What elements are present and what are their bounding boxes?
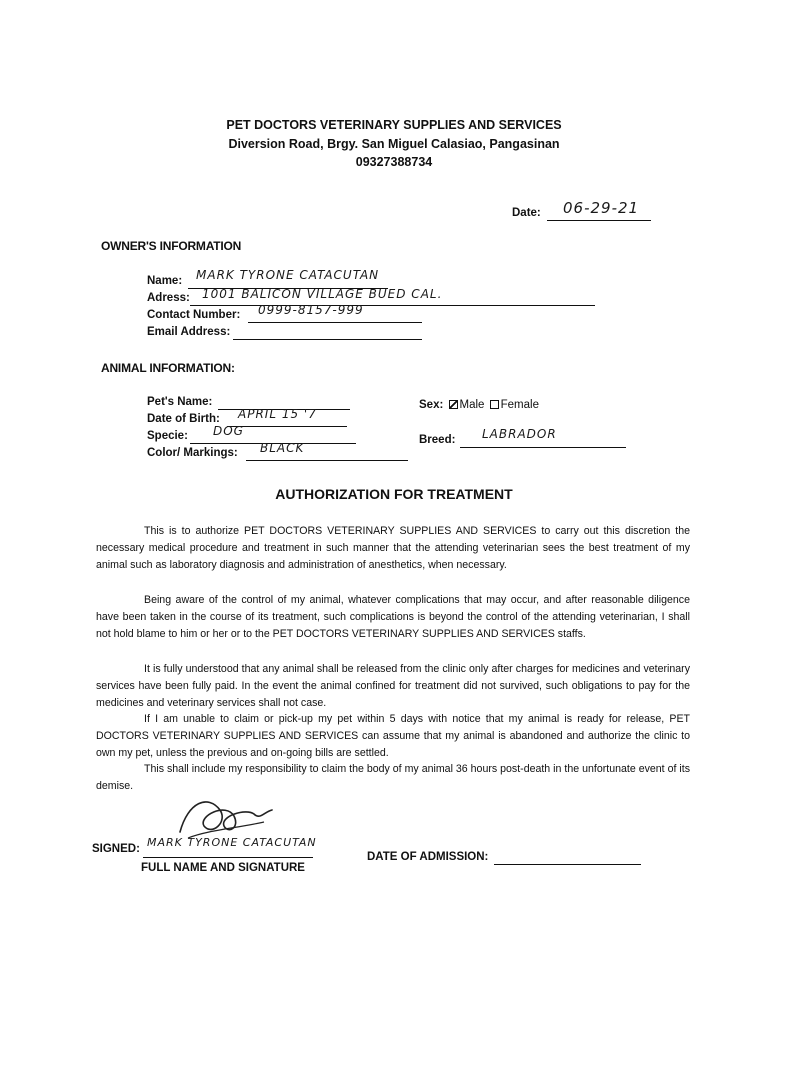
email-line (233, 339, 422, 340)
address-line (190, 305, 595, 306)
date-label: Date: (512, 207, 541, 219)
dob-line (227, 426, 347, 427)
paragraph-2-text: Being aware of the control of my animal, whatever complications that may occur, and after reasonable diligence have been taken in the course of its treatment, such complications is beyond the control of the attending veterinarian, I shall not hold blame to him or her or to the PET DOCTORS VETERINARY SUPPLIES AND SERVICES staffs. (96, 594, 690, 641)
color-value: BLACK (260, 441, 305, 455)
sex-field (419, 399, 539, 411)
breed-label: Breed: (419, 434, 456, 446)
address-label: Adress: (147, 292, 190, 304)
signed-label: SIGNED: (92, 843, 140, 855)
color-line (246, 460, 408, 461)
name-label: Name: (147, 275, 183, 287)
color-label: Color/ Markings: (147, 447, 238, 459)
paragraph-4-text: If I am unable to claim or pick-up my pet within 5 days with notice that my animal is ready for release, PET DOCTORS VETERINARY SUPPLIES AND SERVICES can assume that my animal is abandoned and authorize the clinic to own my pet, unless the previous and on-going bills are settled. (96, 713, 690, 760)
owner-heading: OWNER'S INFORMATION (101, 239, 242, 253)
breed-value: LABRADOR (482, 427, 557, 441)
specie-value: DOG (213, 424, 244, 438)
signed-value: MARK TYRONE CATACUTAN (147, 836, 317, 849)
clinic-name: PET DOCTORS VETERINARY SUPPLIES AND SERVICES (226, 118, 562, 132)
date-value: 06-29-21 (563, 199, 640, 217)
signature-caption: FULL NAME AND SIGNATURE (141, 862, 305, 874)
contact-label: Contact Number: (147, 309, 241, 321)
animal-heading: ANIMAL INFORMATION: (101, 361, 235, 375)
signed-line (143, 857, 313, 858)
sex-male-label: Male (459, 399, 485, 411)
email-label: Email Address: (147, 326, 231, 338)
dob-label: Date of Birth: (147, 413, 220, 425)
paragraph-5 (96, 761, 690, 795)
clinic-address: Diversion Road, Brgy. San Miguel Calasiao, Pangasinan (228, 137, 560, 151)
paragraph-4 (96, 711, 690, 763)
dob-value: APRIL 15 '7 (238, 407, 317, 421)
paragraph-3 (96, 661, 690, 713)
sex-label: Sex: (419, 399, 444, 411)
paragraph-1 (96, 523, 690, 575)
paragraph-1-text: This is to authorize PET DOCTORS VETERINARY SUPPLIES AND SERVICES to carry out this discretion the necessary medical procedure and treatment in such manner that the attending veterinarian sees the best treatment of my animal such as laboratory diagnosis and administration of anesthetics, when necessary. (96, 525, 690, 572)
female-checkbox[interactable] (490, 400, 499, 409)
paragraph-5-text: This shall include my responsibility to claim the body of my animal 36 hours post-death in the unfortunate event of its demise. (96, 763, 690, 793)
contact-value: 0999-8157-999 (258, 303, 364, 317)
admission-label: DATE OF ADMISSION: (367, 851, 489, 863)
address-value: 1001 BALICON VILLAGE BUED CAL. (202, 287, 443, 301)
male-checkbox[interactable] (449, 400, 458, 409)
admission-line (494, 864, 641, 865)
contact-line (248, 322, 422, 323)
clinic-phone: 09327388734 (355, 155, 433, 169)
date-line (547, 220, 651, 221)
paragraph-3-text: It is fully understood that any animal shall be released from the clinic only after charges for medicines and veterinary services have been fully paid. In the event the animal confined for treatment did not survived, such obligations to pay for the medicines and veterinary services shall not case. (96, 663, 690, 710)
paragraph-2 (96, 592, 690, 644)
specie-label: Specie: (147, 430, 188, 442)
breed-line (460, 447, 626, 448)
name-value: MARK TYRONE CATACUTAN (196, 268, 380, 282)
petname-label: Pet's Name: (147, 396, 213, 408)
authorization-title: AUTHORIZATION FOR TREATMENT (275, 486, 513, 502)
sex-female-label: Female (500, 399, 539, 411)
